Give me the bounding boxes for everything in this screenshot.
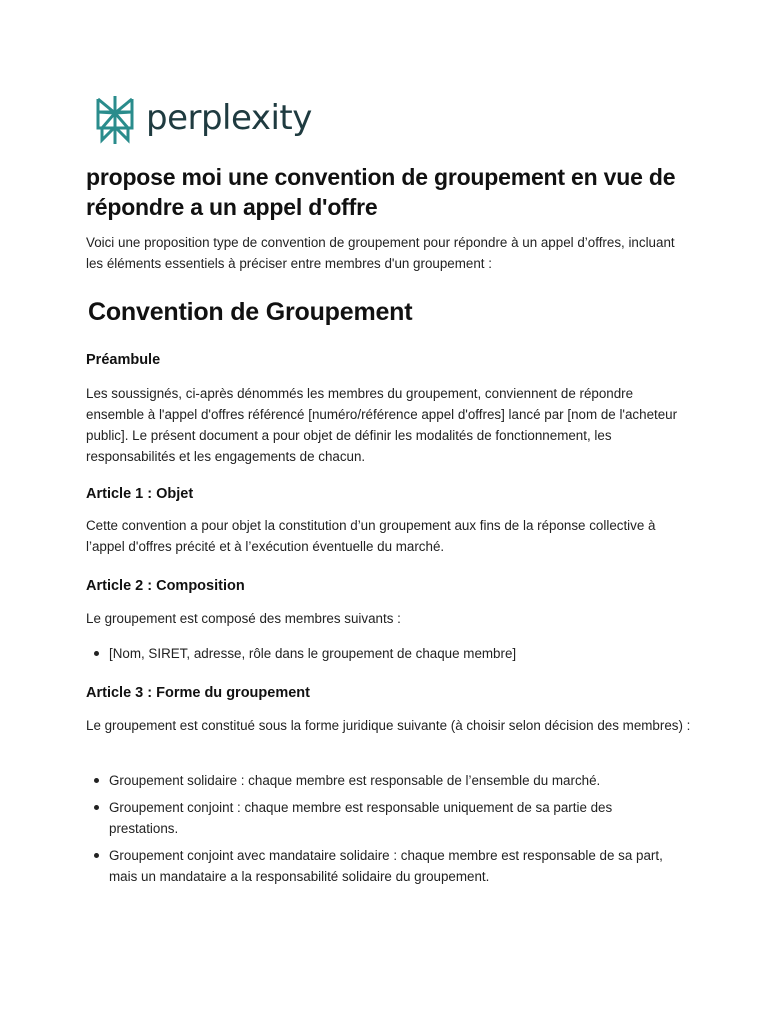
- bullet-icon: [94, 651, 99, 656]
- list-item-text: Groupement conjoint avec mandataire solidaire : chaque membre est responsable de sa part, mais un mandataire a la responsabilité solidaire du groupement.: [109, 848, 663, 884]
- preambule-text: Les soussignés, ci-après dénommés les membres du groupement, conviennent de répondre ensemble à l'appel d'offres référencé [numéro/référence appel d'offres] lancé par [nom de l'acheteur public]. Le présent document a pour objet de définir les modalités de fonctionnement, les responsabilités et les engagements de chacun.: [86, 386, 678, 464]
- intro-text: Voici une proposition type de convention de groupement pour répondre à un appel d’offres, incluant les éléments essentiels à préciser entre membres d'un groupement :: [86, 235, 675, 271]
- article3-heading: Article 3 : Forme du groupement: [86, 685, 310, 701]
- list-item: [86, 845, 676, 887]
- perplexity-wordmark: perplexity: [146, 98, 312, 138]
- list-item: [86, 643, 676, 664]
- document-title: Convention de Groupement: [88, 298, 413, 326]
- article3-list: [86, 770, 676, 893]
- list-item: [86, 797, 676, 839]
- list-item-text: Groupement conjoint : chaque membre est responsable uniquement de sa partie des prestations.: [109, 800, 613, 836]
- article2-heading: Article 2 : Composition: [86, 578, 245, 594]
- perplexity-logo: [94, 93, 312, 147]
- perplexity-logo-icon: [94, 94, 136, 146]
- list-item: [86, 770, 676, 791]
- list-item-text: Groupement solidaire : chaque membre est responsable de l’ensemble du marché.: [109, 773, 601, 788]
- bullet-icon: [94, 778, 99, 783]
- article3-text: Le groupement est constitué sous la forme juridique suivante (à choisir selon décision des membres) :: [86, 718, 691, 733]
- article2-list: [86, 643, 676, 670]
- bullet-icon: [94, 805, 99, 810]
- article1-heading: Article 1 : Objet: [86, 486, 194, 502]
- article1-text: Cette convention a pour objet la constitution d’un groupement aux fins de la réponse collective à l’appel d'offres précité et à l’exécution éventuelle du marché.: [86, 518, 656, 554]
- list-item-text: [Nom, SIRET, adresse, rôle dans le groupement de chaque membre]: [109, 646, 517, 661]
- bullet-icon: [94, 853, 99, 858]
- preambule-heading: Préambule: [86, 352, 161, 368]
- article2-text: Le groupement est composé des membres suivants :: [86, 611, 401, 626]
- question-title: propose moi une convention de groupement en vue de répondre a un appel d'offre: [86, 164, 676, 220]
